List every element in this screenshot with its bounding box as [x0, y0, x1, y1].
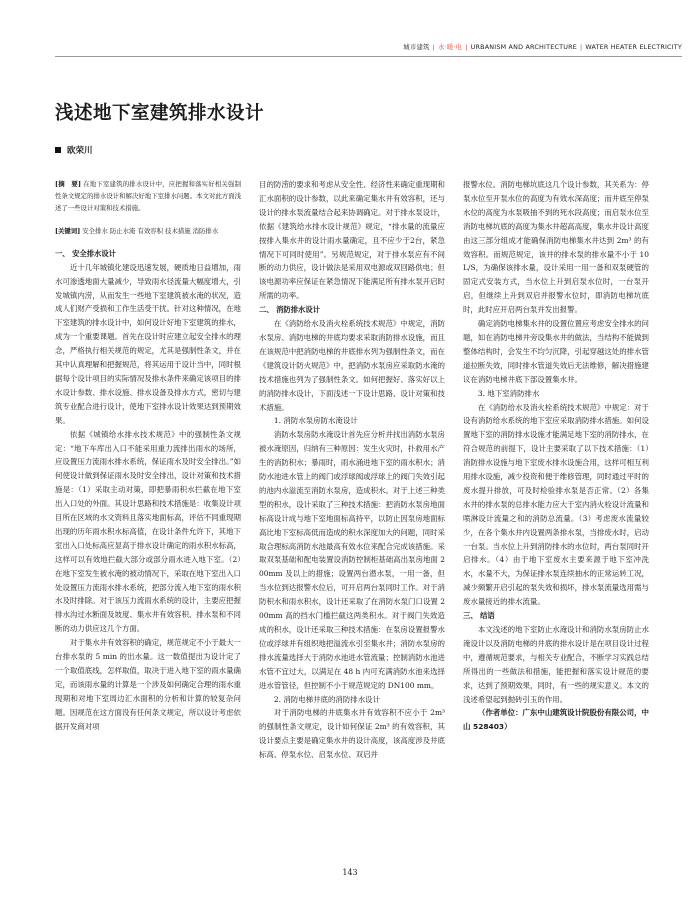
subsection-heading-1: 1. 消防水泵房防水淹设计 [273, 416, 358, 426]
subsection-heading-2: 2. 消防电梯井底的消防排水设计 [273, 694, 381, 704]
column-1 [55, 178, 241, 858]
author-affiliation: （作者单位：广东中山建筑设计院股份有限公司，中山 528403） [463, 708, 649, 732]
page-number: 143 [342, 868, 358, 877]
section-heading-2: 二、 消防排水设计 [259, 305, 320, 315]
paragraph: 报警水位。消防电梯坑底这几个设计参数，其关系为：停泵水位至开泵水位的高度为有效水深高度；而井底至停泵水位的高度为水泵吸抽不到的死水段高度；而启泵水位至消防电梯坑底的高度为集水井超高高度，集水井设计高度由这三部分组成才能确保消防电梯集水井达到 2m³ 的有效容积。而规范规定，该井的排水泵的排水量不小于 10 L/S，为确保该排水量，设计采用一用一备和双泵硬管的固定式安装方式，当水位上升到启泵水位时，一台泵开启，但继续上升到双启并报警水位时，即消防电梯坑底时，此时应开启两台泵并发出报警。 [463, 180, 649, 315]
paragraph: 对于消防电梯的井底集水井有效容积不应小于 2m³ 的强制性条文规定，设计如何保证 2m³ 的有效容积，其设计要点主要是确定集水井的设计高度，该高度涉及井底标高、停泵水位、启泵水位、双启并 [259, 708, 445, 760]
header-en-section: URBANISM AND ARCHITECTURE [470, 43, 577, 51]
square-bullet-icon [55, 147, 61, 153]
paragraph: 依据《城镇给水排水技术规范》中的强制性条文规定：“地下车库出入口不能采用重力流排出雨水的场所，应设置压力流雨水排水系统，保证雨水及时安全排出。”如何使设计做到保证雨水及时安全排出，设计对策和技术措施是：（1）采取主动对策，即把暴雨积水拦截在地下室出入口处的外面。其设计思路和技术措施是：收集设计项目所在区域的水文资料且落实地面标高，评估不同重现期出现的历年雨水积水标高值，在设计条件允许下，其地下室出入口处标高应显高于排水设计确定的雨水积水标高，这样可以有效地拦截大部分或部分雨水进入地下室。（2）在地下室发生被水淹的被动情况下，采取在地下室出入口处设置压力流雨水排水系统，把部分流入地下室的雨水积水及时排除。对于该压力流雨水系统的设计，主要应把握排水沟过水断面及坡度、集水井有效容积、排水泵和不同断的动力供应这几个方面。 [55, 429, 241, 634]
paragraph: 消防水泵房防水淹设计首先应分析并找出消防水泵房被水淹原因，归纳有三种原因：发生火灾时，扑救用水产生的消防积水；暴雨时，雨水涌进地下室的雨水积水；消防水池进水管上的阀门或浮球阀或浮球上的阀门失效引起的池内水溢流至消防水泵房，造成积水。对于上述三种类型的积水，设计采取了三种技术措施：把消防水泵房地面标高设计成与地下室地面标高持平，以防止因泵房地面标高比地下室标高低而造成的积水深度加大的问题，同时采取合理标高消防水池最高有效水位来配合完成该措施。采取双泵基础和配电装置设消防控制柜基础高出泵房地面 200mm 及以上的措施；设置两台潜水泵，一用一备，但当水位到达报警水位后，可开启两台泵同时工作。对于消防积水和雨水积水，设计还采取了在消防水泵门口设置 200mm 高的挡水门槛拦截这两类积水。对于阀门失效造成的积水，设计还采取三种技术措施：在泵房设置报警水位或浮球并有组织地把溢流水引至集水井；消防水泵房的排水流量选择大于消防水池进水管流量；控制消防水池进水管不宜过大，以满足在 48 h 内可充满消防水池来选择进水管管径，但控制不小于规范规定的 DN100 mm。 [259, 430, 445, 690]
paragraph: 本文浅述的地下室防止水淹设计和消防水泵房防止水淹设计以及消防电梯的井底的排水设计是在项目设计过程中，遵循规范要求，与相关专业配合，不断学习实践总结所得出的一些做法和措施，能把握和落实设计规范的要求，达到了预期效果，同时，有一些的规实意义。本文的浅述希望起到抛砖引玉的作用。 [463, 625, 649, 704]
header-topic: 水·暖·电 [438, 43, 463, 51]
paragraph: 确定消防电梯集水井的设置位置应考虑安全排水的问题，如在消防电梯井旁设集水井的做法，当结构不能做到整体结构时，会发生不均匀沉降，引起穿越这处的排水管道拉断失效，同时排水管道失效后无法维修，解决措施建议在消防电梯井底下部设置集水井。 [463, 319, 649, 384]
abstract-label: [摘 要] [55, 180, 81, 188]
paragraph: 目的防涝的要求和考虑从安全性、经济性来确定重现期和汇水面积的设计参数，以此来确定集水井有效容积，还与设计的排水泵流量结合起来协调确定。对于排水泵设计，依据《建筑给水排水设计规范》规定，“排水量的流量应按排入集水井的设计雨水量确定，且不应少于2台，紧急情况下可同时使用”。另规范规定，对于排水泵应有不间断的动力供应，设计做法是采用双电源或双回路供电；但该电源功率应保证在紧急情况下能满足所有排水泵开启时所需的功率。 [259, 180, 445, 301]
paragraph: 对于集水井有效容积的确定，规范规定不小于最大一台排水泵的 5 min 的出水量。这一数值提出为设计定了一个取值底线，怎样取值，取决于进入地下室的雨水量确定，而该雨水量的计算是一个涉及如何确定合理的雨水重现期和对地下室周边汇水面积的分析和计算的较复杂问题。因规范在这方面没有任何条文规定，所以设计考虑依据开发商对项 [55, 638, 241, 731]
keywords [55, 225, 241, 237]
keywords-label: [关键词] [55, 226, 81, 235]
subsection-heading-3: 3. 地下室消防排水 [477, 388, 540, 398]
author-name: 欧荣川 [67, 146, 93, 156]
header-en-topic: WATER HEATER ELECTRICITY [585, 43, 682, 51]
paragraph: 在《消防给水及消火栓系统技术规范》中规定：对于设有消防给水系统的地下室应采取消防排水措施。如何设置地下室的消防排水设施才能满足地下室的消防排水，在符合规范的前提下，设计主要采取了以下技术措施：（1）消防排水设施与地下室废水排水设施合用，这样可相互利用排水设施，减少投资和便于维修管理，同时通过平时的废水提升排放，可及时检验排水泵是否正常。（2）各集水井的排水泵的总排水能力应大于室内消火栓设计流量和喷淋设计流量之和的消防总流量。（3）考虑废水流量较少，在各个集水井内设置两条排水泵，当排废水时，启动一台泵。当水位上升到消防排水的水位时，两台泵同时开启排水。（4）由于地下室废水主要来源于地下室冲洗水，水量不大，为保证排水泵连续抽水的正常运转工况，减少频繁开启引起的泵失效和损坏，排水泵流量选用需与废水量接近的排水流量。 [463, 402, 649, 607]
abstract [55, 178, 241, 215]
keywords-text: 安全排水 防止水淹 有效容积 技术措施 消防排水 [82, 226, 219, 235]
paragraph: 近十几年城镇化建设迅速发展，硬质地日益增加，雨水可渗透地面大量减少，导致雨水径流量大幅度增大，引发城镇内涝，从而发生一些地下室建筑被水淹的状况，造成人们财产受损和工作生活受干扰。针对这种情况，在地下室建筑的排水设计中，如何设计好地下室建筑的排水，成为一个重要课题。首先在设计时应建立起安全排水的理念，严格执行相关规范的规定，尤其是强制性条文，并在其中认真理解和把握规范，将其运用于设计当中，同时根据每个设计项目的实际情况及排水条件来确定该项目的排水设计参数、排水设施、排水设备及排水方式，密切与建筑专业配合进行设计，使地下室排水设计效果达到预期效果。 [55, 262, 241, 425]
column-2 [259, 178, 445, 858]
section-heading-1: 一、 安全排水设计 [55, 248, 116, 258]
author-line [55, 144, 93, 156]
column-3 [463, 178, 649, 858]
abstract-text: 在地下室建筑的排水设计中，应把握和落实好相关强制性条文规定的排水设计和解决好地下室排水问题。本文对此方面浅述了一些设计对策和技术措施。 [55, 180, 241, 213]
header-rule [55, 56, 682, 57]
paragraph: 在《消防给水及消火栓系统技术规范》中规定，消防水泵房、消防电梯的井底均要求采取消防排水设施，而且在该规范中把消防电梯的井底排水列为强制性条文，而在《建筑设计防火规范》中，把消防水泵房应采取防水淹的技术措施也列为了强制性条文。如何把握好、落实好以上的消防排水设计，下面浅述一下设计思路、设计对策和技术措施。 [259, 319, 445, 412]
running-header: 城市建筑 | 水·暖·电 | URBANISM AND ARCHITECTURE | WATER HEATER ELECTRICITY [403, 43, 682, 51]
article-title: 浅述地下室建筑排水设计 [55, 103, 265, 124]
section-heading-3: 三、 结语 [463, 611, 495, 621]
header-section: 城市建筑 [403, 43, 430, 51]
